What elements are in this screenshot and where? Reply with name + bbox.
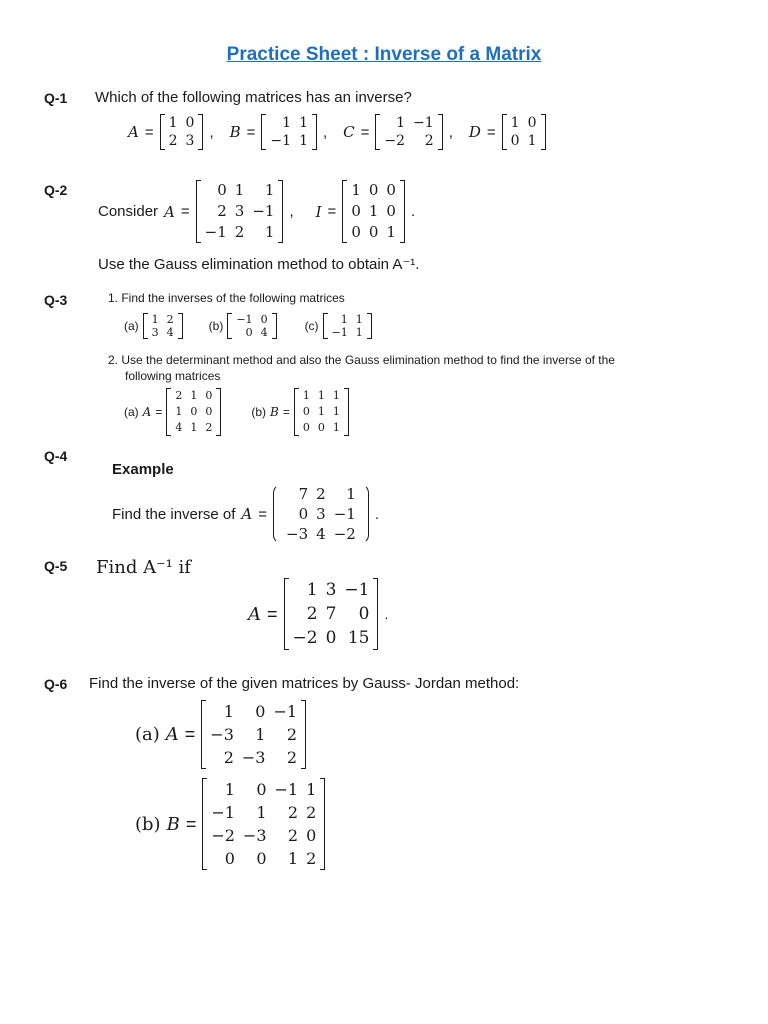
matrix-cell: 0	[317, 421, 325, 434]
matrix-row	[299, 420, 344, 436]
matrix-row	[201, 222, 279, 243]
bracket-right	[373, 578, 378, 650]
matrix-row	[206, 723, 301, 746]
matrix-cell: 0	[386, 181, 396, 199]
matrix-row	[299, 388, 344, 404]
matrix-cell: −1	[333, 505, 356, 523]
q3-item2-line1: 2. Use the determinant method and also the Gauss elimination method to find the inverse of the	[108, 353, 615, 367]
matrix-cell: 0	[527, 115, 537, 131]
matrix-cell: 1	[340, 313, 348, 326]
matrix-cell: 0	[368, 223, 379, 241]
matrix-cell: 0	[217, 181, 227, 199]
matrix-cell: 1	[332, 421, 340, 434]
matrix-cell: 0	[255, 702, 266, 721]
matrix-row	[201, 180, 279, 201]
q3-part2-b-label: (b)	[251, 405, 267, 419]
matrix-cell: 1	[168, 115, 178, 131]
q3-matrix-1b	[227, 313, 276, 339]
q3-matrix-2a	[166, 388, 221, 436]
matrix-cell: −1	[211, 803, 235, 822]
matrix-grid	[165, 114, 199, 150]
matrix-row	[165, 132, 199, 150]
matrix-cell: 4	[175, 421, 183, 434]
matrix-grid	[266, 114, 312, 150]
matrix-cell: 1	[255, 725, 266, 744]
matrix-row	[165, 114, 199, 132]
matrix-row	[328, 313, 367, 326]
q5-expression: A = 1 3 −1 2 7 0 −2 0 15 .	[248, 580, 389, 648]
matrix-grid	[207, 778, 320, 870]
page-title: Practice Sheet : Inverse of a Matrix	[226, 44, 542, 65]
matrix-row	[207, 801, 320, 824]
matrix-grid	[289, 578, 374, 650]
matrix-cell: −1	[236, 313, 253, 326]
matrix-cell: 0	[256, 780, 267, 799]
matrix-row	[206, 700, 301, 723]
q3-matrix-2b	[294, 388, 349, 436]
q1-matrix-name-c: C	[343, 123, 355, 141]
matrix-cell: 2	[306, 849, 317, 868]
q2-matrix-name-a: A	[164, 202, 175, 221]
matrix-cell: −2	[292, 628, 318, 648]
matrix-cell: 2	[306, 604, 318, 624]
matrix-row	[207, 824, 320, 847]
matrix-grid	[282, 484, 360, 544]
matrix-cell: 0	[224, 849, 235, 868]
matrix-cell: 2	[306, 803, 317, 822]
matrix-cell: 1	[317, 389, 325, 402]
matrix-grid	[328, 313, 367, 339]
bracket-right	[216, 388, 221, 436]
matrix-cell: 0	[351, 202, 361, 220]
matrix-cell: 2	[205, 421, 213, 434]
matrix-cell: 1	[306, 780, 317, 799]
matrix-cell: 3	[325, 580, 337, 600]
q6-part-a: (a) A = 1 0 −1 −3 1 2 2 −3 2	[135, 700, 306, 769]
question-label-q1: Q-1	[44, 90, 68, 106]
matrix-row	[232, 313, 271, 326]
q2-text: Use the Gauss elimination method to obtain A⁻¹.	[98, 256, 420, 273]
matrix-cell: −1	[331, 326, 348, 339]
matrix-cell: 4	[260, 326, 268, 339]
matrix-cell: 7	[325, 604, 337, 624]
matrix-cell: 3	[316, 505, 326, 523]
matrix-cell: 2	[316, 485, 326, 503]
q1-matrix-b	[261, 114, 317, 150]
matrix-row	[299, 404, 344, 420]
matrix-cell: 2	[287, 803, 299, 822]
matrix-cell: 0	[205, 405, 213, 418]
q4-matrix-name: A	[241, 505, 253, 523]
matrix-row	[171, 388, 216, 404]
q3-part1-b-label: (b)	[208, 319, 224, 333]
matrix-row	[289, 602, 374, 626]
q3-part1-a-label: (a)	[124, 319, 139, 333]
matrix-cell: 0	[510, 133, 520, 149]
matrix-row	[207, 847, 320, 870]
matrix-cell: 1	[317, 405, 325, 418]
q6-matrix-name-b: B	[166, 813, 180, 835]
matrix-cell: 7	[298, 485, 309, 503]
q2-matrix-name-i: I	[315, 202, 322, 221]
bracket-right	[198, 114, 203, 150]
matrix-row	[347, 180, 400, 201]
bracket-right	[320, 778, 325, 870]
matrix-row	[507, 132, 541, 150]
matrix-row	[206, 746, 301, 769]
matrix-grid	[148, 313, 178, 339]
matrix-cell: 0	[325, 628, 337, 648]
matrix-row	[232, 326, 271, 339]
matrix-cell: 4	[166, 326, 174, 339]
matrix-cell: 1	[299, 133, 308, 149]
matrix-row	[380, 114, 437, 132]
matrix-cell: 0	[298, 505, 309, 523]
matrix-row	[507, 114, 541, 132]
q1-matrix-name-a: A	[128, 123, 139, 141]
matrix-cell: 2	[286, 725, 298, 744]
q3-part1	[124, 313, 372, 339]
matrix-cell: 0	[260, 313, 268, 326]
matrix-cell: −2	[333, 525, 356, 543]
matrix-cell: 4	[316, 525, 326, 543]
matrix-row	[347, 222, 400, 243]
matrix-cell: 1	[175, 405, 183, 418]
matrix-cell: 1	[351, 181, 361, 199]
bracket-left	[273, 484, 282, 544]
matrix-row	[282, 504, 360, 524]
matrix-cell: −1	[413, 115, 434, 131]
q5-matrix	[284, 578, 379, 650]
matrix-cell: 2	[166, 313, 174, 326]
q1-matrices: A = 1 0 2 3 , B = 1 1 −1 1 , C = 1 −1 −2 2 , D = 1 0 0 1	[128, 114, 546, 150]
matrix-cell: 1	[302, 389, 310, 402]
matrix-row	[201, 201, 279, 222]
matrix-row	[328, 326, 367, 339]
matrix-cell: 1	[396, 115, 406, 131]
matrix-row	[380, 132, 437, 150]
matrix-grid	[201, 180, 279, 243]
matrix-cell: 1	[332, 389, 340, 402]
q1-matrix-c	[375, 114, 442, 150]
matrix-cell: 1	[299, 115, 308, 131]
matrix-row	[148, 326, 178, 339]
bracket-right	[301, 700, 306, 769]
matrix-cell: 2	[287, 826, 299, 845]
matrix-cell: 0	[386, 202, 396, 220]
matrix-cell: −1	[270, 133, 292, 149]
matrix-cell: 0	[256, 849, 267, 868]
matrix-cell: 2	[223, 748, 234, 767]
matrix-cell: −2	[211, 826, 235, 845]
q6-part-b: (b) B = 1 0 −1 1 −1 1 2 2 −2 −3 2 0 0 0 1 2	[135, 778, 325, 870]
matrix-cell: 3	[185, 133, 195, 149]
matrix-cell: 1	[527, 133, 537, 149]
q6-matrix-b	[202, 778, 325, 870]
matrix-cell: −1	[273, 702, 298, 721]
q2-matrix-a	[196, 180, 284, 243]
question-label-q6: Q-6	[44, 676, 68, 692]
matrix-cell: 2	[424, 133, 434, 149]
matrix-cell: −3	[241, 748, 266, 767]
matrix-cell: −1	[344, 580, 370, 600]
matrix-cell: 1	[190, 389, 198, 402]
matrix-cell: 0	[205, 389, 213, 402]
bracket-right	[272, 313, 277, 339]
q2-matrices: Consider A = 0 1 1 2 3 −1 −1 2 1 , I = 1 0 0 0 1 0 0 0 1 .	[98, 181, 416, 241]
q3-part2-a-name: A	[142, 405, 152, 419]
question-label-q2: Q-2	[44, 182, 68, 198]
matrix-cell: 0	[190, 405, 198, 418]
bracket-right	[178, 313, 183, 339]
matrix-row	[282, 524, 360, 544]
q2-identity-matrix	[342, 180, 405, 243]
matrix-row	[289, 626, 374, 650]
matrix-grid	[380, 114, 437, 150]
matrix-cell: 15	[347, 628, 370, 648]
matrix-row	[266, 114, 312, 132]
matrix-cell: 2	[175, 389, 183, 402]
matrix-row	[171, 420, 216, 436]
matrix-cell: 2	[234, 223, 245, 241]
matrix-cell: 2	[168, 133, 178, 149]
matrix-row	[266, 132, 312, 150]
bracket-right	[360, 484, 369, 544]
bracket-right	[541, 114, 546, 150]
matrix-cell: 0	[302, 421, 310, 434]
matrix-row	[282, 484, 360, 504]
matrix-cell: −2	[384, 133, 406, 149]
matrix-cell: 1	[190, 421, 198, 434]
matrix-cell: 1	[234, 181, 245, 199]
matrix-cell: 0	[306, 826, 317, 845]
q6-text: Find the inverse of the given matrices by Gauss- Jordan method:	[89, 675, 520, 692]
matrix-cell: 1	[332, 405, 340, 418]
bracket-right	[438, 114, 443, 150]
matrix-cell: −1	[204, 223, 227, 241]
matrix-cell: 1	[368, 202, 379, 220]
matrix-cell: 1	[510, 115, 520, 131]
bracket-right	[278, 180, 283, 243]
matrix-grid	[347, 180, 400, 243]
q5-matrix-name: A	[248, 603, 261, 625]
matrix-grid	[299, 388, 344, 436]
bracket-right	[367, 313, 372, 339]
q3-item1: 1. Find the inverses of the following matrices	[108, 291, 345, 305]
matrix-cell: 1	[287, 849, 299, 868]
q2-consider: Consider	[98, 203, 159, 220]
q3-matrix-1c	[323, 313, 372, 339]
q5-text: Find A⁻¹ if	[96, 557, 191, 578]
bracket-right	[344, 388, 349, 436]
matrix-cell: 1	[386, 223, 396, 241]
matrix-cell: 2	[286, 748, 298, 767]
matrix-cell: 1	[355, 313, 363, 326]
q1-text: Which of the following matrices has an inverse?	[95, 89, 412, 106]
question-label-q4: Q-4	[44, 448, 68, 464]
matrix-cell: −3	[286, 525, 309, 543]
q4-expression: Find the inverse of A = 7 2 1 0 3 −1 −3 4 −2 .	[112, 485, 379, 543]
q1-matrix-name-d: D	[468, 123, 481, 141]
q3-part2-a-label: (a)	[124, 405, 139, 419]
q1-matrix-a	[160, 114, 204, 150]
matrix-cell: −1	[252, 202, 275, 220]
matrix-grid	[232, 313, 271, 339]
matrix-row	[207, 778, 320, 801]
matrix-cell: 1	[306, 580, 318, 600]
matrix-row	[347, 201, 400, 222]
matrix-cell: −1	[274, 780, 299, 799]
matrix-cell: 2	[217, 202, 227, 220]
matrix-cell: 1	[355, 326, 363, 339]
q4-matrix	[273, 484, 369, 544]
q3-matrix-1a	[143, 313, 183, 339]
matrix-cell: 0	[245, 326, 253, 339]
q3-part1-c-label: (c)	[304, 319, 319, 333]
question-label-q5: Q-5	[44, 558, 68, 574]
q6-matrix-a	[201, 700, 306, 769]
q1-matrix-name-b: B	[229, 123, 241, 141]
bracket-right	[312, 114, 317, 150]
matrix-cell: −3	[242, 826, 267, 845]
q3-part2-b-name: B	[270, 405, 279, 419]
q6-part-b-label: (b)	[135, 813, 161, 835]
matrix-cell: 1	[264, 181, 275, 199]
matrix-cell: 3	[151, 326, 159, 339]
question-label-q3: Q-3	[44, 292, 68, 308]
q1-matrix-d	[502, 114, 546, 150]
matrix-cell: 1	[223, 702, 234, 721]
matrix-cell: 0	[368, 181, 379, 199]
matrix-cell: 3	[234, 202, 245, 220]
matrix-cell: −3	[210, 725, 234, 744]
q6-part-a-label: (a)	[135, 724, 160, 745]
q4-heading: Example	[112, 461, 174, 478]
matrix-cell: 1	[151, 313, 159, 326]
matrix-cell: 0	[351, 223, 361, 241]
q3-item2-line2: following matrices	[125, 369, 221, 383]
matrix-cell: 0	[185, 115, 195, 131]
matrix-cell: 1	[264, 223, 275, 241]
matrix-row	[148, 313, 178, 326]
q3-part2: (a) A = 2 1 0 1 0 0 4 1 2 (b) B = 1 1 1 0 1 1 0 0 1	[124, 388, 349, 436]
matrix-grid	[507, 114, 541, 150]
matrix-row	[289, 578, 374, 602]
matrix-cell: 1	[256, 803, 267, 822]
matrix-cell: 1	[282, 115, 292, 131]
bracket-right	[400, 180, 405, 243]
matrix-cell: 0	[358, 604, 370, 624]
matrix-grid	[171, 388, 216, 436]
matrix-cell: 1	[346, 485, 356, 503]
matrix-grid	[206, 700, 301, 769]
matrix-row	[171, 404, 216, 420]
matrix-cell: 0	[302, 405, 310, 418]
q6-matrix-name-a: A	[165, 724, 179, 745]
matrix-cell: 1	[224, 780, 235, 799]
q4-text: Find the inverse of	[112, 505, 236, 523]
